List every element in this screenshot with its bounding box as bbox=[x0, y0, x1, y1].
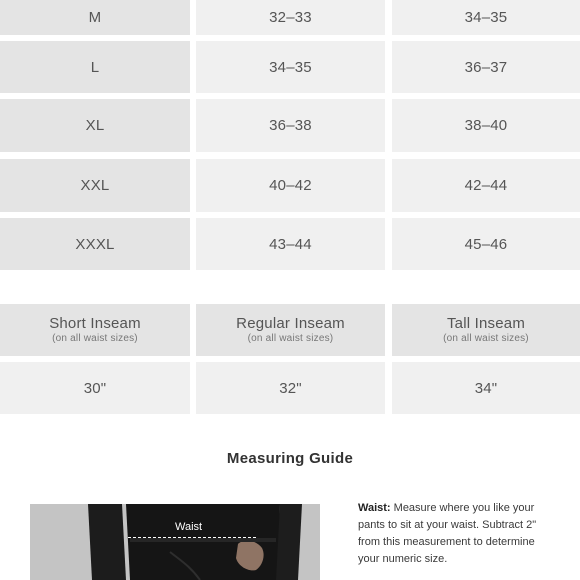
inseam-header-sub: (on all waist sizes) bbox=[52, 333, 138, 344]
size-value-cell: 32–33 bbox=[196, 0, 385, 35]
waist-photo-label: Waist bbox=[175, 521, 203, 533]
size-value-cell: 43–44 bbox=[196, 218, 385, 270]
model-photo bbox=[30, 504, 320, 580]
size-value-cell: 36–37 bbox=[392, 41, 580, 93]
waist-term: Waist: bbox=[358, 502, 391, 514]
inseam-header-short bbox=[0, 304, 190, 356]
size-value-cell: 45–46 bbox=[392, 218, 580, 270]
inseam-value-short: 30" bbox=[0, 362, 190, 414]
size-value-cell: 40–42 bbox=[196, 159, 385, 212]
inseam-header-sub: (on all waist sizes) bbox=[247, 333, 334, 344]
inseam-header-title: Regular Inseam bbox=[236, 315, 345, 332]
measuring-guide-title: Measuring Guide bbox=[226, 450, 354, 467]
inseam-header-title: Short Inseam bbox=[49, 315, 141, 332]
size-cell: M bbox=[0, 0, 190, 35]
size-value-cell: 34–35 bbox=[196, 41, 385, 93]
waist-description: Measure where you like your pants to sit at your waist. Subtract 2" from this measurement to determine your numeric size. bbox=[358, 502, 537, 565]
waist-instructions bbox=[358, 500, 558, 568]
inseam-value-tall: 34" bbox=[392, 362, 580, 414]
inseam-header-tall bbox=[392, 304, 580, 356]
inseam-header-sub: (on all waist sizes) bbox=[443, 333, 529, 344]
size-value-cell: 36–38 bbox=[196, 99, 385, 152]
size-cell: XXXL bbox=[0, 218, 190, 270]
size-value-cell: 38–40 bbox=[392, 99, 580, 152]
inseam-value-regular: 32" bbox=[196, 362, 385, 414]
inseam-header-title: Tall Inseam bbox=[446, 315, 526, 332]
size-cell: XXL bbox=[0, 159, 190, 212]
size-cell: L bbox=[0, 41, 190, 93]
inseam-header-regular bbox=[196, 304, 385, 356]
waist-measure-line bbox=[128, 537, 256, 538]
size-value-cell: 42–44 bbox=[392, 159, 580, 212]
size-value-cell: 34–35 bbox=[392, 0, 580, 35]
size-cell: XL bbox=[0, 99, 190, 152]
